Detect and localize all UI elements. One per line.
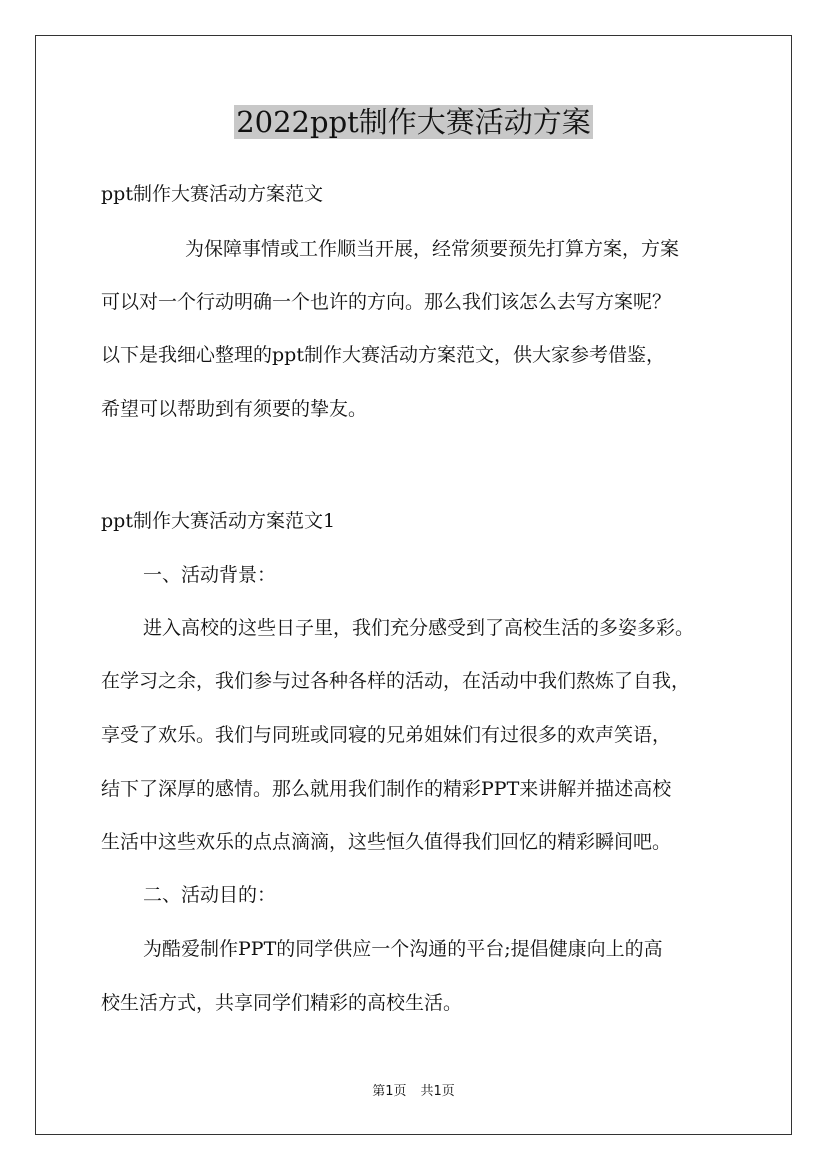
paragraph-line: 为保障事情或工作顺当开展，经常须要预先打算方案，方案 — [185, 238, 680, 260]
page-footer — [0, 1083, 827, 1101]
paragraph-line: 进入高校的这些日子里，我们充分感受到了高校生活的多姿多彩。 — [143, 617, 695, 639]
section-heading: ppt制作大赛活动方案范文 — [101, 183, 323, 205]
paragraph-line: 校生活方式，共享同学们精彩的高校生活。 — [101, 992, 463, 1014]
paragraph-line: 希望可以帮助到有须要的挚友。 — [101, 398, 368, 420]
section-heading: ppt制作大赛活动方案范文1 — [101, 510, 336, 532]
paragraph-line: 以下是我细心整理的ppt制作大赛活动方案范文，供大家参考借鉴， — [101, 344, 665, 366]
paragraph-line: 可以对一个行动明确一个也许的方向。那么我们该怎么去写方案呢？ — [101, 291, 672, 313]
page-number-total: 共1页 — [420, 1084, 455, 1099]
paragraph-line: 生活中这些欢乐的点点滴滴，这些恒久值得我们回忆的精彩瞬间吧。 — [101, 831, 672, 853]
paragraph-line: 在学习之余，我们参与过各种各样的活动，在活动中我们熬炼了自我， — [101, 670, 691, 692]
paragraph-line: 结下了深厚的感情。那么就用我们制作的精彩PPT来讲解并描述高校 — [101, 778, 672, 800]
paragraph-line: 享受了欢乐。我们与同班或同寝的兄弟姐妹们有过很多的欢声笑语， — [101, 724, 672, 746]
document-title — [0, 100, 827, 144]
subsection-heading: 二、活动目的： — [143, 884, 277, 906]
page-number-current: 第1页 — [372, 1084, 407, 1099]
subsection-heading: 一、活动背景： — [143, 564, 277, 586]
document-title-text: 2022ppt制作大赛活动方案 — [236, 105, 591, 139]
paragraph-line: 为酷爱制作PPT的同学供应一个沟通的平台;提倡健康向上的高 — [143, 938, 663, 960]
